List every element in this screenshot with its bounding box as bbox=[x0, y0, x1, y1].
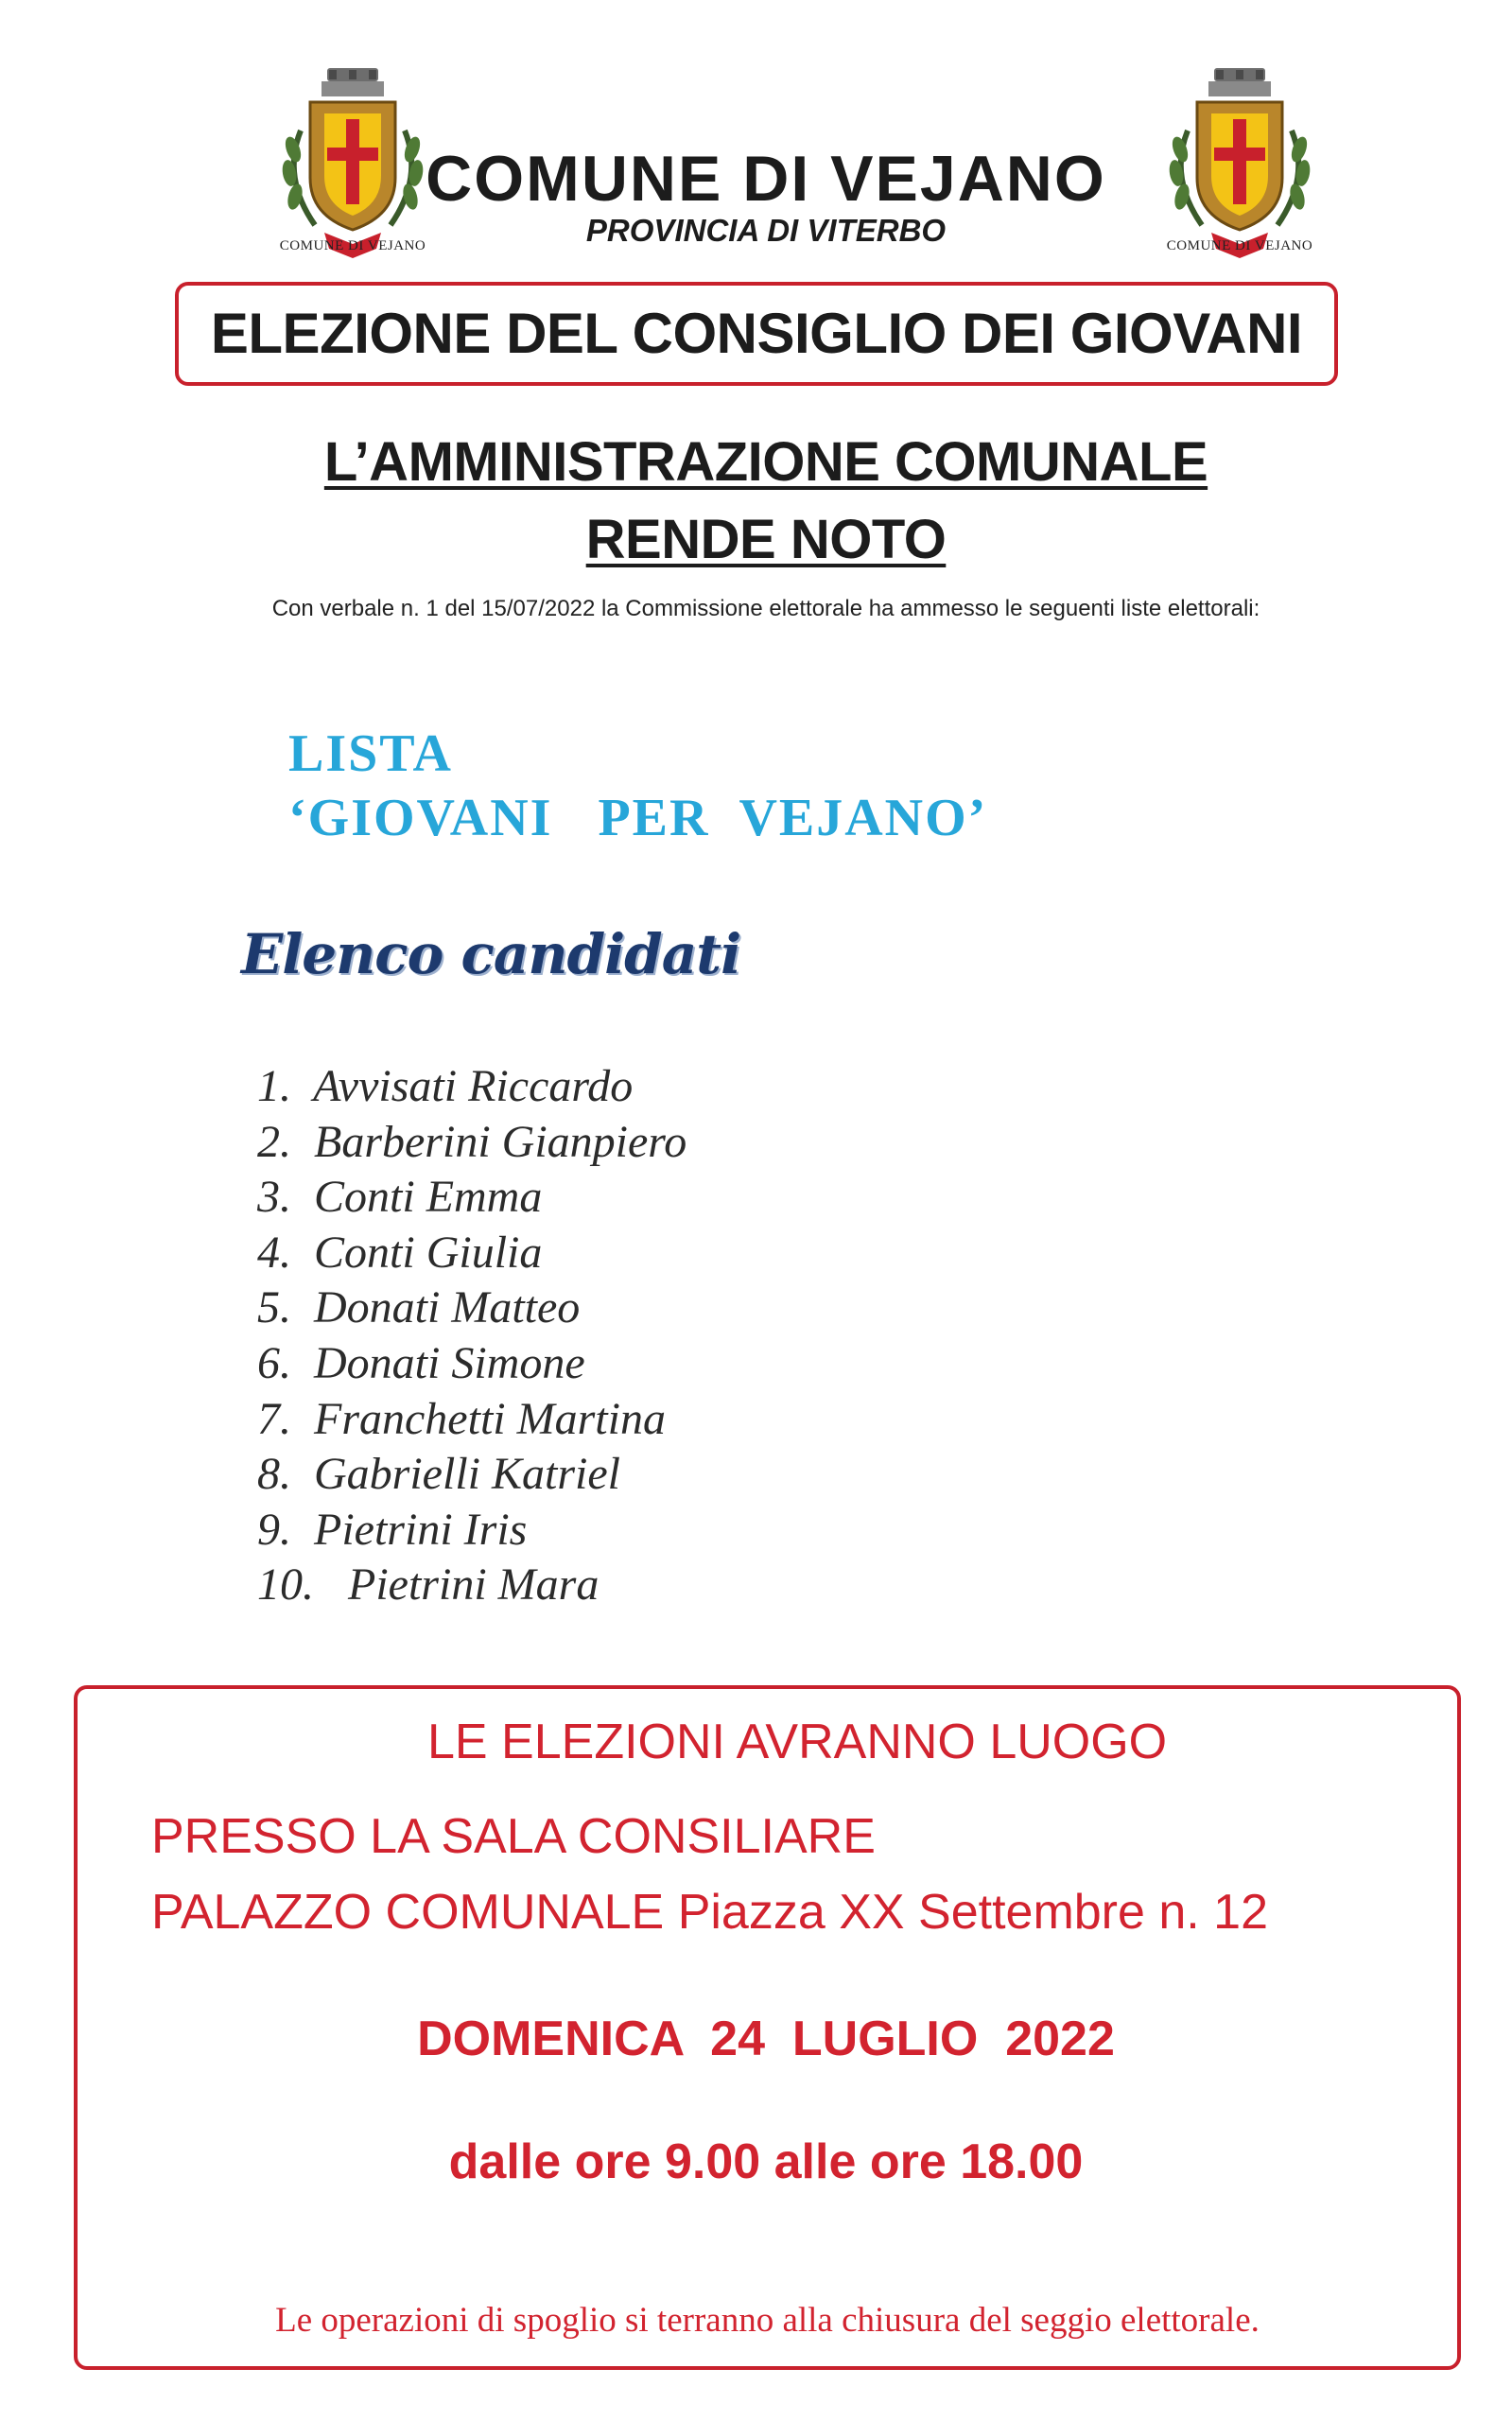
candidate-item: 1. Avvisati Riccardo bbox=[257, 1061, 634, 1111]
info-place-line-1: PRESSO LA SALA CONSILIARE bbox=[151, 1809, 876, 1864]
list-label: LISTA bbox=[288, 724, 453, 783]
election-title: ELEZIONE DEL CONSIGLIO DEI GIOVANI bbox=[210, 302, 1303, 365]
candidate-item: 9. Pietrini Iris bbox=[257, 1504, 528, 1555]
page-subtitle: PROVINCIA DI VITERBO bbox=[585, 213, 947, 248]
announcement-line-2-text: RENDE NOTO bbox=[585, 509, 947, 570]
candidate-item: 5. Donati Matteo bbox=[257, 1282, 581, 1333]
candidate-item: 10. Pietrini Mara bbox=[257, 1559, 600, 1611]
candidate-item: 7. Franchetti Martina bbox=[257, 1393, 666, 1444]
candidate-item: 4. Conti Giulia bbox=[257, 1227, 543, 1278]
candidates-heading: Elenco candidati bbox=[241, 922, 741, 986]
candidate-item: 8. Gabrielli Katriel bbox=[257, 1449, 620, 1500]
election-date: DOMENICA 24 LUGLIO 2022 bbox=[417, 2012, 1115, 2066]
candidate-item: 6. Donati Simone bbox=[257, 1337, 585, 1388]
info-place-line-2: PALAZZO COMUNALE Piazza XX Settembre n. 12 bbox=[151, 1885, 1269, 1940]
crest-left-caption: COMUNE DI VEJANO bbox=[279, 238, 426, 253]
list-name: ‘GIOVANI PER VEJANO’ bbox=[288, 789, 988, 847]
verbale-text: Con verbale n. 1 del 15/07/2022 la Commissione elettorale ha ammesso le seguenti liste elettorali: bbox=[271, 596, 1260, 621]
crest-right-caption: COMUNE DI VEJANO bbox=[1166, 238, 1313, 253]
candidate-list bbox=[257, 1059, 686, 1613]
info-intro: LE ELEZIONI AVRANNO LUOGO bbox=[427, 1715, 1168, 1769]
election-hours: dalle ore 9.00 alle ore 18.00 bbox=[448, 2134, 1084, 2189]
counting-note: Le operazioni di spoglio si terranno alla chiusura del seggio elettorale. bbox=[275, 2301, 1260, 2340]
announcement-line-1-text: L’AMMINISTRAZIONE COMUNALE bbox=[323, 431, 1208, 493]
candidate-item: 3. Conti Emma bbox=[257, 1172, 543, 1223]
candidate-item: 2. Barberini Gianpiero bbox=[257, 1116, 687, 1167]
announcement-line-1 bbox=[0, 430, 1512, 494]
page-title: COMUNE DI VEJANO bbox=[426, 143, 1106, 215]
announcement-line-2 bbox=[0, 508, 1512, 571]
